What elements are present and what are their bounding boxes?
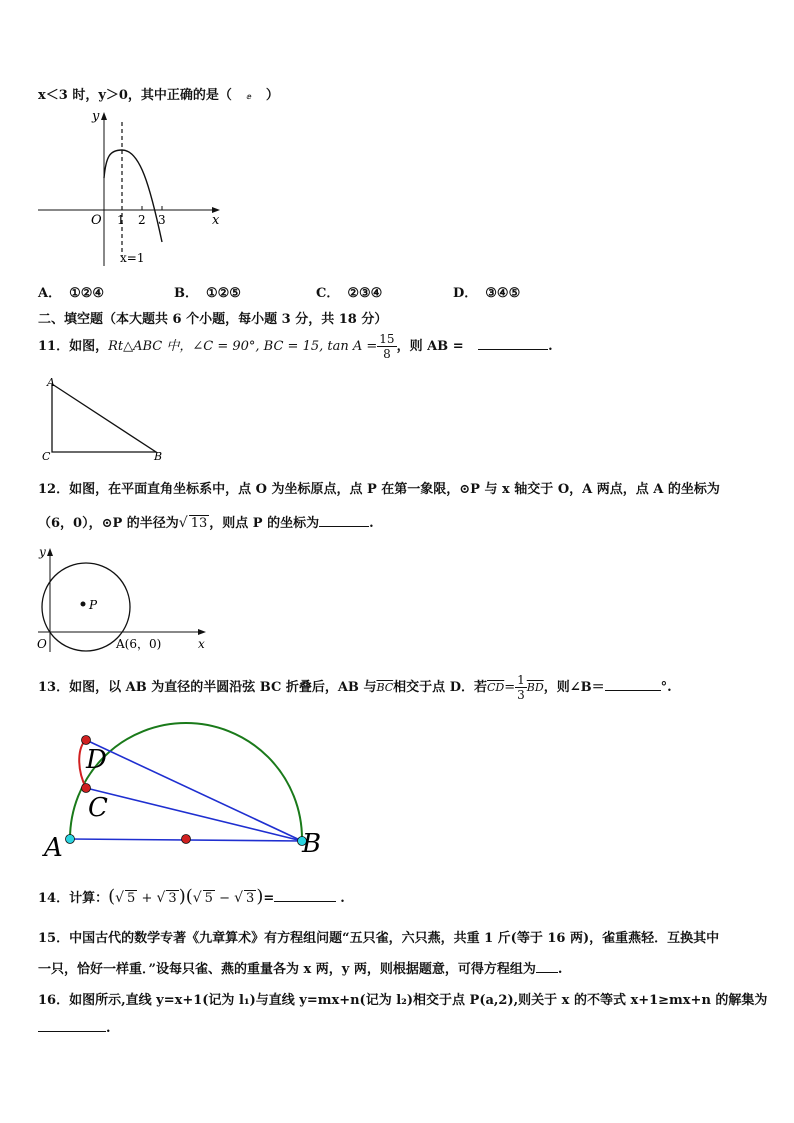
q10-parabola-curve [104,150,162,242]
q12-point-p-label: P [89,598,98,612]
q12-x-arrow [198,629,206,635]
q13-arc-bc: $\overline{BC}$ [376,681,394,694]
q13-point-c [82,784,91,793]
q10-option-a[interactable]: A． ①②④ [38,286,105,301]
q15-answer-blank[interactable] [536,960,558,973]
q15-line2: 一只，恰好一样重．”设每只雀、燕的重量各为 x 两，y 两，则根据题意，可得方程组为 . [38,962,563,977]
q14-answer-blank[interactable] [274,889,336,902]
q13-center-point [182,835,191,844]
q11-triangle [52,384,156,452]
q11-fraction: $\frac{15}{8}$ [379,332,395,361]
q10-option-c[interactable]: C． ②③④ [316,286,383,301]
q10-tick-label-1: 1 [117,213,125,227]
q12-x-label: x [198,637,205,651]
q11-answer-blank[interactable] [478,337,548,350]
q13-answer-blank[interactable] [605,678,661,691]
q11-label-a: A [47,376,55,389]
q10-tick-label-2: 2 [138,213,146,227]
q13-stem: 13．如图，以 AB 为直径的半圆沿弦 BC 折叠后，AB 与$\overline{BC}$相交于点 D．若$\overline{CD}=$ $\frac{1}{3}$ $\overline{BD}$，则∠B＝ °. [38,673,672,702]
q10-origin-label: O [91,213,102,228]
q10-parabola-graph [36,106,226,268]
q13-fraction: $\frac{1}{3}$ [517,673,525,702]
q13-label-a: A [44,833,63,863]
q12-point-a-label: A(6，0) [116,637,162,651]
q10-tick-label-3: 3 [158,213,166,227]
q13-label-b: B [302,829,322,859]
q12-y-arrow [47,548,53,556]
q16-answer-blank[interactable] [38,1019,106,1032]
q10-option-b[interactable]: B． ①②⑤ [174,286,241,301]
q10-y-arrow [101,112,107,120]
q10-option-d[interactable]: D． ③④⑤ [453,286,521,301]
q14-stem: 14．计算：(√ 5 + √ 3 )(√ 5 − √ 3 )= . [38,886,345,907]
q11-stem: 11．如图，Rt△ABC 中，∠C = 90°, BC = 15, tan A = $\frac{15}{8}$ ，则 AB = . [38,332,553,361]
q13-label-d: D [86,745,107,775]
q12-center-point [81,602,86,607]
q16-line1: 16．如图所示,直线 y=x+1(记为 l₁)与直线 y=mx+n(记为 l₂)相交于点 P(a,2),则关于 x 的不等式 x+1≥mx+n 的解集为 [38,993,768,1008]
q13-semicircle-figure [40,718,340,866]
q10-stem: x＜3 时，y＞0，其中正确的是（ ⅇ ） [38,88,279,103]
q13-point-a [66,835,75,844]
q11-label-b: B [154,450,163,463]
q12-origin-label: O [37,637,47,651]
q10-axis-label: x=1 [120,251,145,265]
q15-line1: 15．中国古代的数学专著《九章算术》有方程组问题“五只雀，六只燕，共重 1 斤(等于 16 两)，雀重燕轻．互换其中 [38,931,720,946]
q13-segment-db [86,740,302,841]
q13-label-c: C [88,793,108,823]
q12-answer-blank[interactable] [319,514,369,527]
q12-line1: 12．如图，在平面直角坐标系中，点 O 为坐标原点，点 P 在第一象限，⊙P 与 x 轴交于 O，A 两点，点 A 的坐标为 [38,482,720,497]
q13-point-d [82,736,91,745]
q11-label-c: C [42,450,51,463]
q12-y-label: y [39,545,46,559]
q12-line2: （6，0），⊙P 的半径为√ 13 ，则点 P 的坐标为 . [38,515,374,531]
q13-segment-cb [86,788,302,841]
section-title: 二、填空题（本大题共 6 个小题，每小题 3 分，共 18 分） [38,312,388,327]
q16-line2: . [38,1019,111,1036]
q10-y-label: y [92,109,100,124]
q11-triangle-figure [40,374,170,464]
q12-circle-figure [34,544,214,656]
q10-x-label: x [212,213,220,228]
